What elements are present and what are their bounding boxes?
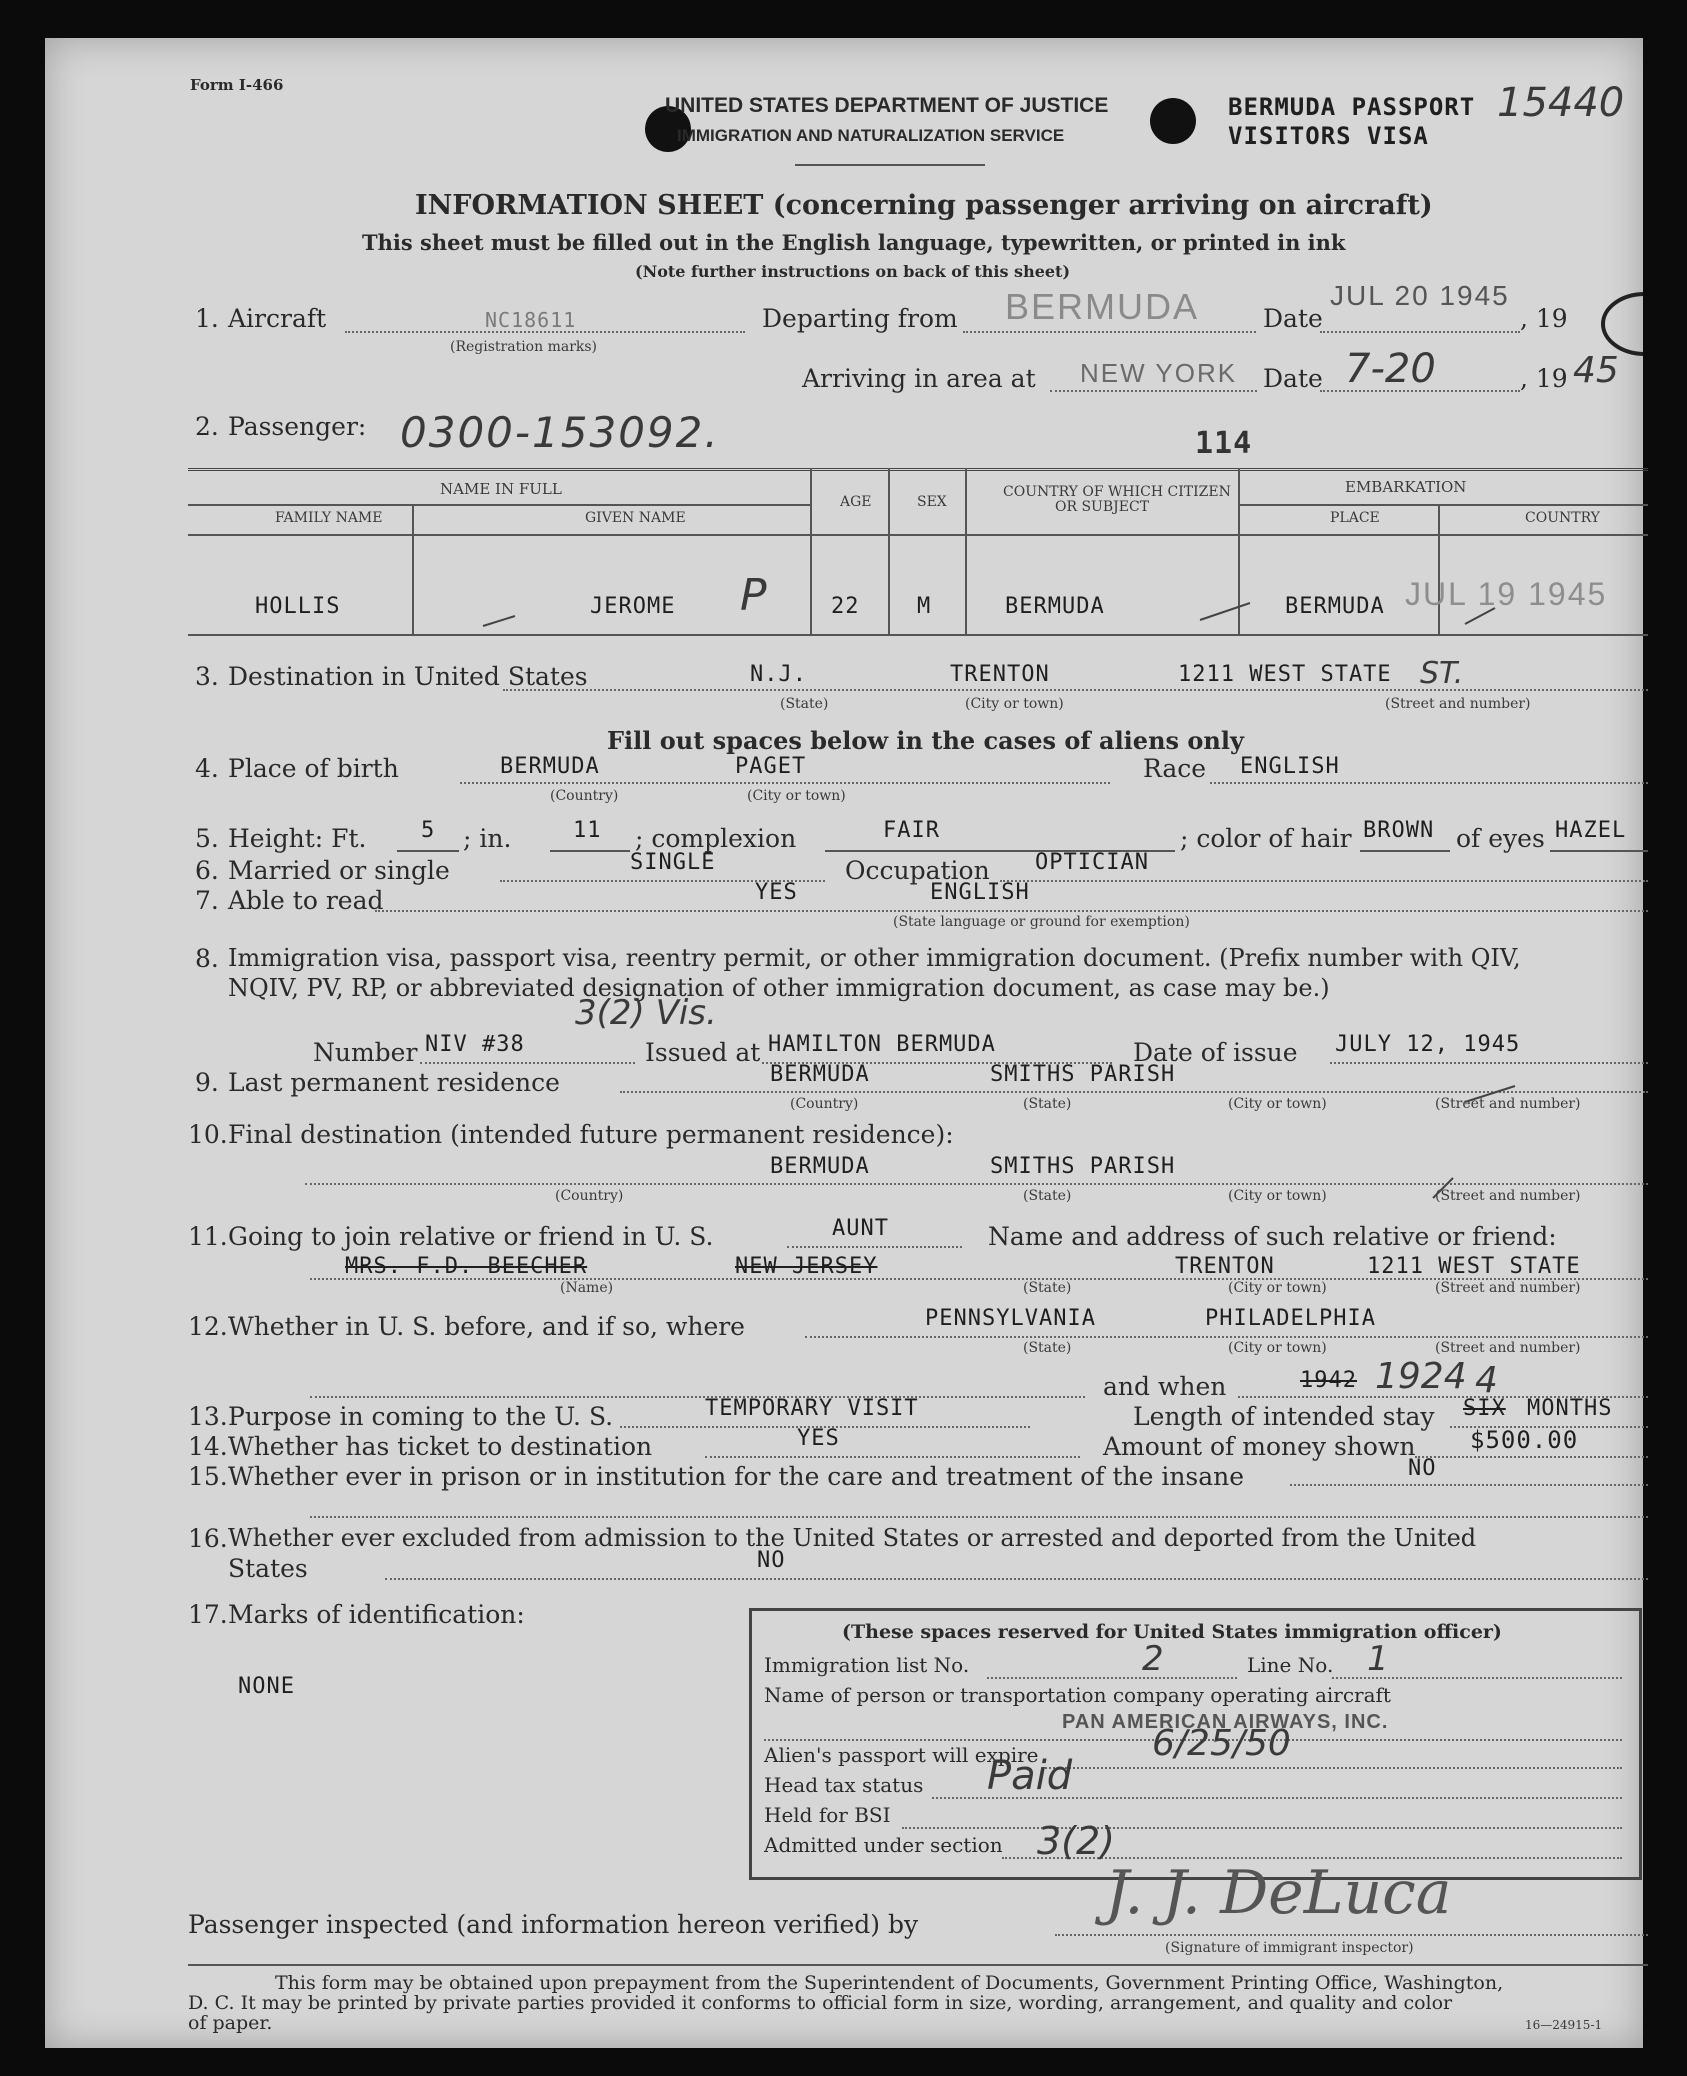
- q11-label: Going to join relative or friend in U. S.: [228, 1222, 714, 1251]
- cap-final-street: (Street and number): [1435, 1188, 1581, 1204]
- q16-line2: States: [228, 1554, 308, 1583]
- cap-final-city: (City or town): [1228, 1188, 1327, 1204]
- check-mark-3: [1465, 608, 1495, 624]
- cap-res-street: (Street and number): [1435, 1096, 1581, 1112]
- instructions-line1: This sheet must be filled out in the English language, typewritten, or printed in ink: [362, 230, 1346, 255]
- cap-birth-country: (Country): [550, 788, 619, 804]
- visa-type-line1: BERMUDA PASSPORT: [1228, 93, 1476, 121]
- q14-label: Whether has ticket to destination: [228, 1432, 653, 1461]
- line-no-label: Line No.: [1247, 1653, 1334, 1677]
- doi-value: JULY 12, 1945: [1335, 1032, 1521, 1057]
- hair-value: BROWN: [1363, 818, 1435, 843]
- q11-number: 11.: [188, 1222, 228, 1251]
- cap-res-country: (Country): [790, 1096, 859, 1112]
- eyes-value: HAZEL: [1555, 818, 1627, 843]
- country-header-1: COUNTRY OF WHICH CITIZEN: [1003, 484, 1231, 500]
- q4-number: 4.: [195, 754, 219, 783]
- q17-number: 17.: [188, 1600, 228, 1629]
- marks-value: NONE: [238, 1674, 295, 1699]
- cap-res-state: (State): [1023, 1096, 1072, 1112]
- departing-stamp: BERMUDA: [1005, 286, 1200, 327]
- date-stamp: JUL 20 1945: [1330, 280, 1510, 311]
- age-header: AGE: [840, 494, 872, 510]
- complexion-label: ; complexion: [635, 824, 797, 853]
- document-page: [45, 38, 1643, 2048]
- length-unit: MONTHS: [1527, 1396, 1613, 1421]
- q15-number: 15.: [188, 1462, 228, 1491]
- q6-number: 6.: [195, 856, 219, 885]
- dest-state: N.J.: [750, 662, 807, 687]
- ticket-value: YES: [797, 1426, 840, 1451]
- residence-country: BERMUDA: [770, 1062, 870, 1087]
- q13-number: 13.: [188, 1402, 228, 1431]
- q17-label: Marks of identification:: [228, 1600, 525, 1629]
- sex-header: SEX: [917, 494, 947, 510]
- form-number: Form I-466: [190, 76, 284, 94]
- cap-prior-city: (City or town): [1228, 1340, 1327, 1356]
- hair-label: ; color of hair: [1180, 824, 1352, 853]
- embarkation-header: EMBARKATION: [1345, 478, 1467, 496]
- q1-number: 1.: [195, 304, 219, 333]
- q15-label: Whether ever in prison or in institution for the care and treatment of the insane: [228, 1462, 1245, 1491]
- country-header-2: OR SUBJECT: [1055, 499, 1150, 515]
- head-tax-label: Head tax status: [764, 1773, 924, 1797]
- final-dest-state: SMITHS PARISH: [990, 1154, 1176, 1179]
- length-handwritten: 4: [1475, 1360, 1498, 1401]
- cap-relative-street: (Street and number): [1435, 1280, 1581, 1296]
- dest-city: TRENTON: [950, 662, 1050, 687]
- race-label: Race: [1143, 754, 1207, 783]
- dest-street-handwritten: ST.: [1420, 656, 1464, 691]
- year2-handwritten: 45: [1573, 350, 1619, 391]
- occupation-label: Occupation: [845, 856, 990, 885]
- q6-label: Married or single: [228, 856, 450, 885]
- family-name-value: HOLLIS: [255, 594, 341, 619]
- date2-label: Date: [1263, 364, 1323, 393]
- place-header: PLACE: [1330, 510, 1380, 526]
- q4-label: Place of birth: [228, 754, 399, 783]
- q5-label: Height: Ft.: [228, 824, 367, 853]
- height-feet: 5: [421, 818, 436, 843]
- footer-line3: of paper.: [188, 2012, 273, 2034]
- birth-city: PAGET: [735, 754, 807, 779]
- embark-date-stamp: JUL 19 1945: [1405, 576, 1608, 612]
- given-initial-handwritten: P: [740, 570, 767, 621]
- cap-city: (City or town): [965, 696, 1064, 712]
- visa-type-line2: VISITORS VISA: [1228, 122, 1429, 150]
- passenger-id-handwritten: 0300-153092.: [400, 408, 720, 457]
- q7-label: Able to read: [228, 886, 384, 915]
- relation-value: AUNT: [832, 1216, 889, 1241]
- department-name: UNITED STATES DEPARTMENT OF JUSTICE: [665, 94, 1109, 117]
- circle-mark: [1603, 294, 1643, 354]
- handwritten-file-number: 15440: [1497, 80, 1625, 126]
- passport-expire-label: Alien's passport will expire: [764, 1743, 1039, 1767]
- cap-state: (State): [780, 696, 829, 712]
- family-name-header: FAMILY NAME: [275, 510, 383, 526]
- q10-number: 10.: [188, 1120, 228, 1149]
- when-handwritten: 1924: [1375, 1356, 1467, 1397]
- date-label: Date: [1263, 304, 1323, 333]
- section-handwritten: 3(2): [1037, 1819, 1116, 1863]
- passport-expire-handwritten: 6/25/50: [1152, 1723, 1291, 1764]
- cap-street: (Street and number): [1385, 696, 1531, 712]
- eyes-label: of eyes: [1456, 824, 1545, 853]
- cap-prior-street: (Street and number): [1435, 1340, 1581, 1356]
- purpose-value: TEMPORARY VISIT: [705, 1396, 919, 1421]
- relative-state: NEW JERSEY: [735, 1254, 878, 1279]
- name-in-full-header: NAME IN FULL: [440, 480, 562, 498]
- prior-state: PENNSYLVANIA: [925, 1306, 1096, 1331]
- q1-label: Aircraft: [228, 304, 327, 333]
- form-title-sub: (concerning passenger arriving on aircraft): [772, 190, 1433, 221]
- q10-label-rest: (intended future permanent residence):: [450, 1120, 954, 1149]
- section-label: Admitted under section: [764, 1833, 1003, 1857]
- read-language: ENGLISH: [930, 880, 1030, 905]
- complexion-value: FAIR: [883, 818, 940, 843]
- height-inches: 11: [573, 818, 602, 843]
- citizen-country-value: BERMUDA: [1005, 594, 1105, 619]
- name-address-label: Name and address of such relative or friend:: [988, 1222, 1557, 1251]
- q10-label-main: Final destination: [228, 1120, 443, 1149]
- operator-label: Name of person or transportation company operating aircraft: [764, 1683, 1391, 1707]
- aircraft-registration: NC18611: [485, 308, 577, 332]
- operator-value: PAN AMERICAN AIRWAYS, INC.: [1062, 1711, 1389, 1733]
- marital-value: SINGLE: [630, 850, 716, 875]
- q16-number: 16.: [188, 1524, 228, 1553]
- instructions-line2: (Note further instructions on back of this sheet): [635, 262, 1071, 281]
- footer-line2: D. C. It may be printed by private parties provided it conforms to official form in size, wording, arrangement, and quality and color: [188, 1992, 1453, 2014]
- read-value: YES: [755, 880, 798, 905]
- doi-label: Date of issue: [1133, 1038, 1298, 1067]
- when-label: and when: [1103, 1372, 1227, 1401]
- check-mark-2: [1200, 603, 1250, 620]
- footer-line1: This form may be obtained upon prepayment from the Superintendent of Documents, Government Printing Office, Washington,: [275, 1972, 1504, 1994]
- visa-number: NIV #38: [425, 1032, 525, 1057]
- year2-prefix: , 19: [1520, 364, 1568, 393]
- q5-number: 5.: [195, 824, 219, 853]
- q7-number: 7.: [195, 886, 219, 915]
- prison-value: NO: [1408, 1456, 1437, 1481]
- list-no-label: Immigration list No.: [764, 1653, 970, 1677]
- footer-code: 16—24915-1: [1525, 2018, 1603, 2032]
- q9-number: 9.: [195, 1068, 219, 1097]
- country-col-header: COUNTRY: [1525, 510, 1600, 526]
- q8-line1: Immigration visa, passport visa, reentry permit, or other immigration document. (Prefix number with QIV,: [228, 944, 1521, 972]
- arriving-stamp: NEW YORK: [1080, 358, 1238, 388]
- length-label: Length of intended stay: [1133, 1402, 1435, 1431]
- dest-street: 1211 WEST STATE: [1178, 662, 1392, 687]
- final-dest-country: BERMUDA: [770, 1154, 870, 1179]
- issued-at-value: HAMILTON BERMUDA: [768, 1032, 996, 1057]
- visa-section-handwritten: 3(2) Vis.: [575, 993, 717, 1033]
- sex-value: M: [917, 594, 932, 619]
- cap-res-city: (City or town): [1228, 1096, 1327, 1112]
- occupation-value: OPTICIAN: [1035, 850, 1149, 875]
- q13-label: Purpose in coming to the U. S.: [228, 1402, 614, 1431]
- check-mark-5: [1433, 1178, 1453, 1198]
- aliens-only-note: Fill out spaces below in the cases of aliens only: [607, 726, 1244, 755]
- prior-city: PHILADELPHIA: [1205, 1306, 1376, 1331]
- inspector-signature: J. J. DeLuca: [1105, 1858, 1452, 1928]
- departing-label: Departing from: [762, 304, 958, 333]
- relative-street: 1211 WEST STATE: [1367, 1254, 1581, 1279]
- read-caption: (State language or ground for exemption): [893, 914, 1190, 930]
- cap-birth-city: (City or town): [747, 788, 846, 804]
- cap-prior-state: (State): [1023, 1340, 1072, 1356]
- check-mark-4: [1465, 1086, 1515, 1102]
- q9-label: Last permanent residence: [228, 1068, 560, 1097]
- in-label: ; in.: [463, 824, 512, 853]
- cap-final-state: (State): [1023, 1188, 1072, 1204]
- inspected-label: Passenger inspected (and information hereon verified) by: [188, 1910, 919, 1939]
- q3-number: 3.: [195, 662, 219, 691]
- relative-city: TRENTON: [1175, 1254, 1275, 1279]
- head-tax-handwritten: Paid: [987, 1753, 1073, 1799]
- q2-label: Passenger:: [228, 412, 367, 441]
- q8-number: 8.: [195, 944, 219, 973]
- cap-final-country: (Country): [555, 1188, 624, 1204]
- race-value: ENGLISH: [1240, 754, 1340, 779]
- passenger-stamp-number: 114: [1195, 426, 1253, 461]
- number-label: Number: [313, 1038, 418, 1067]
- year-prefix: , 19: [1520, 304, 1568, 333]
- cap-relative-name: (Name): [560, 1280, 614, 1296]
- q8-line2: NQIV, PV, RP, or abbreviated designation of other immigration document, as case may be.): [228, 974, 1330, 1002]
- length-struck: SIX: [1463, 1396, 1506, 1421]
- q3-label: Destination in United States: [228, 662, 588, 691]
- embark-place-value: BERMUDA: [1285, 594, 1385, 619]
- cap-relative-state: (State): [1023, 1280, 1072, 1296]
- check-mark-1: [483, 616, 515, 626]
- q2-number: 2.: [195, 412, 219, 441]
- line-no-handwritten: 1: [1367, 1639, 1389, 1679]
- money-value: $500.00: [1470, 1426, 1579, 1454]
- money-label: Amount of money shown: [1103, 1432, 1416, 1461]
- arriving-label: Arriving in area at: [802, 364, 1036, 393]
- q12-label: Whether in U. S. before, and if so, where: [228, 1312, 745, 1341]
- residence-state: SMITHS PARISH: [990, 1062, 1176, 1087]
- form-title-main: INFORMATION SHEET: [415, 190, 764, 221]
- list-no-handwritten: 2: [1142, 1639, 1164, 1679]
- relative-name: MRS. F.D. BEECHER: [345, 1254, 588, 1279]
- q12-number: 12.: [188, 1312, 228, 1341]
- bsi-label: Held for BSI: [764, 1803, 891, 1827]
- signature-caption: (Signature of immigrant inspector): [1165, 1940, 1414, 1956]
- cap-relative-city: (City or town): [1228, 1280, 1327, 1296]
- birth-country: BERMUDA: [500, 754, 600, 779]
- pen-marks-overlay: [45, 38, 1643, 2048]
- given-name-value: JEROME: [590, 594, 676, 619]
- given-name-header: GIVEN NAME: [585, 510, 686, 526]
- arrival-date-handwritten: 7-20: [1345, 346, 1436, 392]
- registration-caption: (Registration marks): [450, 339, 598, 355]
- q14-number: 14.: [188, 1432, 228, 1461]
- service-name: IMMIGRATION AND NATURALIZATION SERVICE: [677, 126, 1065, 145]
- officer-box-title: (These spaces reserved for United States immigration officer): [842, 1621, 1502, 1643]
- q16-line1: Whether ever excluded from admission to the United States or arrested and deported from the United: [228, 1524, 1477, 1552]
- issued-label: Issued at: [645, 1038, 761, 1067]
- age-value: 22: [831, 594, 860, 619]
- excluded-value: NO: [757, 1548, 786, 1573]
- when-struck: 1942: [1300, 1368, 1357, 1393]
